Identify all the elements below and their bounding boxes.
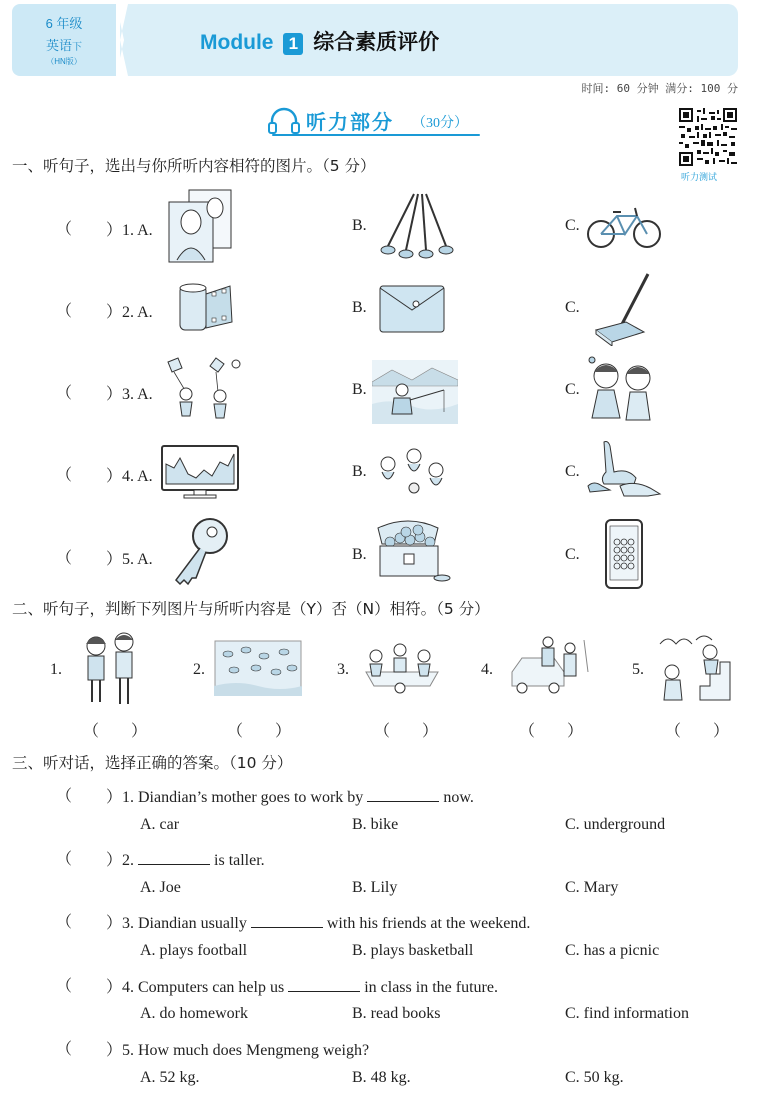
q3-option-c: C. (565, 381, 580, 398)
module-number-badge: 1 (283, 33, 303, 55)
answer-blank[interactable] (288, 977, 360, 992)
mobile-phone-icon[interactable] (604, 518, 644, 590)
answer-blank[interactable] (367, 787, 439, 802)
q3-number: ）3. A. (106, 386, 153, 403)
option-a[interactable]: A. do homework (140, 1005, 248, 1022)
q4-option-b: B. (352, 463, 367, 480)
picnic-icon[interactable] (360, 636, 444, 698)
page-title: Module 1 综合素质评价 (200, 31, 440, 54)
fish-tank-icon[interactable] (214, 640, 302, 696)
option-b[interactable]: B. 48 kg. (352, 1069, 411, 1086)
p2-item-number: 2. (193, 661, 205, 678)
kite-flying-icon[interactable] (160, 356, 244, 424)
title-underline (272, 134, 480, 136)
p2-item-number: 4. (481, 661, 493, 678)
answer-paren[interactable]: （ (56, 385, 73, 402)
q3-option-b: B. (352, 381, 367, 398)
answer-paren[interactable]: （ (56, 303, 73, 320)
p3-question: ）4. Computers can help us in class in the future. (106, 979, 498, 996)
bicycle-icon[interactable] (585, 202, 663, 250)
part2-title: 二、听句子，判断下列图片与所听内容是（Y）否（N）相符。（5 分） (12, 600, 490, 618)
q1-option-b: B. (352, 217, 367, 234)
option-c[interactable]: C. 50 kg. (565, 1069, 624, 1086)
answer-paren[interactable]: （ (56, 1041, 73, 1058)
q2-option-c: C. (565, 299, 580, 316)
answer-paren[interactable]: （ ） (519, 723, 584, 740)
option-c[interactable]: C. underground (565, 816, 666, 833)
option-a[interactable]: A. 52 kg. (140, 1069, 200, 1086)
mop-icon[interactable] (592, 270, 656, 346)
q1-number: ）1. A. (106, 222, 153, 239)
film-roll-icon[interactable] (174, 280, 236, 338)
p2-item-number: 3. (337, 661, 349, 678)
q2-number: ）2. A. (106, 304, 153, 321)
answer-paren[interactable]: （ ） (227, 723, 292, 740)
option-a[interactable]: A. Joe (140, 879, 181, 896)
answer-paren[interactable]: （ ） (665, 723, 730, 740)
option-a[interactable]: A. car (140, 816, 180, 833)
q5-number: ）5. A. (106, 551, 153, 568)
q2-option-b: B. (352, 299, 367, 316)
option-b[interactable]: B. read books (352, 1005, 441, 1022)
car-crowd-icon[interactable] (508, 632, 592, 696)
q5-option-b: B. (352, 546, 367, 563)
option-c[interactable]: C. has a picnic (565, 942, 660, 959)
monitor-chart-icon[interactable] (160, 444, 240, 500)
grade-badge (12, 4, 116, 76)
option-a[interactable]: A. plays football (140, 942, 248, 959)
q1-option-c: C. (565, 217, 580, 234)
p3-question: ）2. is taller. (106, 852, 265, 869)
part3-title: 三、听对话，选择正确的答案。（10 分） (12, 754, 293, 772)
option-b[interactable]: B. plays basketball (352, 942, 474, 959)
answer-paren[interactable]: （ (56, 550, 73, 567)
badminton-rackets-icon[interactable] (374, 190, 460, 262)
page-header (12, 4, 738, 76)
option-c[interactable]: C. Mary (565, 879, 619, 896)
answer-blank[interactable] (251, 913, 323, 928)
time-score-info: 时间: 60 分钟 满分: 100 分 (581, 82, 738, 95)
girl-stairs-icon[interactable] (656, 630, 732, 706)
treasure-chest-icon[interactable] (372, 518, 452, 584)
p3-question: ）5. How much does Mengmeng weigh? (106, 1042, 370, 1059)
dinosaurs-icon[interactable] (584, 438, 664, 502)
q5-option-c: C. (565, 546, 580, 563)
part1-title: 一、听句子，选出与你所听内容相符的图片。（5 分） (12, 157, 376, 175)
answer-paren[interactable]: （ (56, 914, 73, 931)
p3-question: ）3. Diandian usually with his friends at the weekend. (106, 915, 531, 932)
option-b[interactable]: B. Lily (352, 879, 398, 896)
grade-label: 6 年级 (45, 16, 83, 31)
option-b[interactable]: B. bike (352, 816, 399, 833)
p2-item-number: 1. (50, 661, 62, 678)
qr-code-icon[interactable] (679, 108, 737, 166)
answer-paren[interactable]: （ (56, 467, 73, 484)
answer-blank[interactable] (138, 850, 210, 865)
q4-option-c: C. (565, 463, 580, 480)
edition-label: （HN版） (46, 57, 82, 66)
two-girls-icon[interactable] (584, 356, 660, 428)
p3-question: ）1. Diandian’s mother goes to work by now. (106, 789, 474, 806)
subject-label: 英语下 (45, 38, 82, 53)
answer-paren[interactable]: （ ） (374, 723, 439, 740)
q4-number: ）4. A. (106, 468, 153, 485)
answer-paren[interactable]: （ ） (83, 723, 148, 740)
key-icon[interactable] (166, 516, 236, 592)
envelope-icon[interactable] (378, 284, 446, 334)
headphones-icon (266, 106, 302, 136)
answer-paren[interactable]: （ (56, 221, 73, 238)
monkeys-icon[interactable] (374, 446, 452, 498)
ultraman-cards-icon[interactable] (167, 188, 263, 264)
answer-paren[interactable]: （ (56, 788, 73, 805)
answer-paren[interactable]: （ (56, 978, 73, 995)
boy-girl-icon[interactable] (78, 628, 142, 706)
option-c[interactable]: C. find information (565, 1005, 689, 1022)
p2-item-number: 5. (632, 661, 644, 678)
answer-paren[interactable]: （ (56, 851, 73, 868)
qr-caption: 听力测试 (681, 173, 718, 183)
fishing-icon[interactable] (372, 360, 458, 424)
listening-section-title: 听力部分 （30分） (266, 106, 480, 136)
